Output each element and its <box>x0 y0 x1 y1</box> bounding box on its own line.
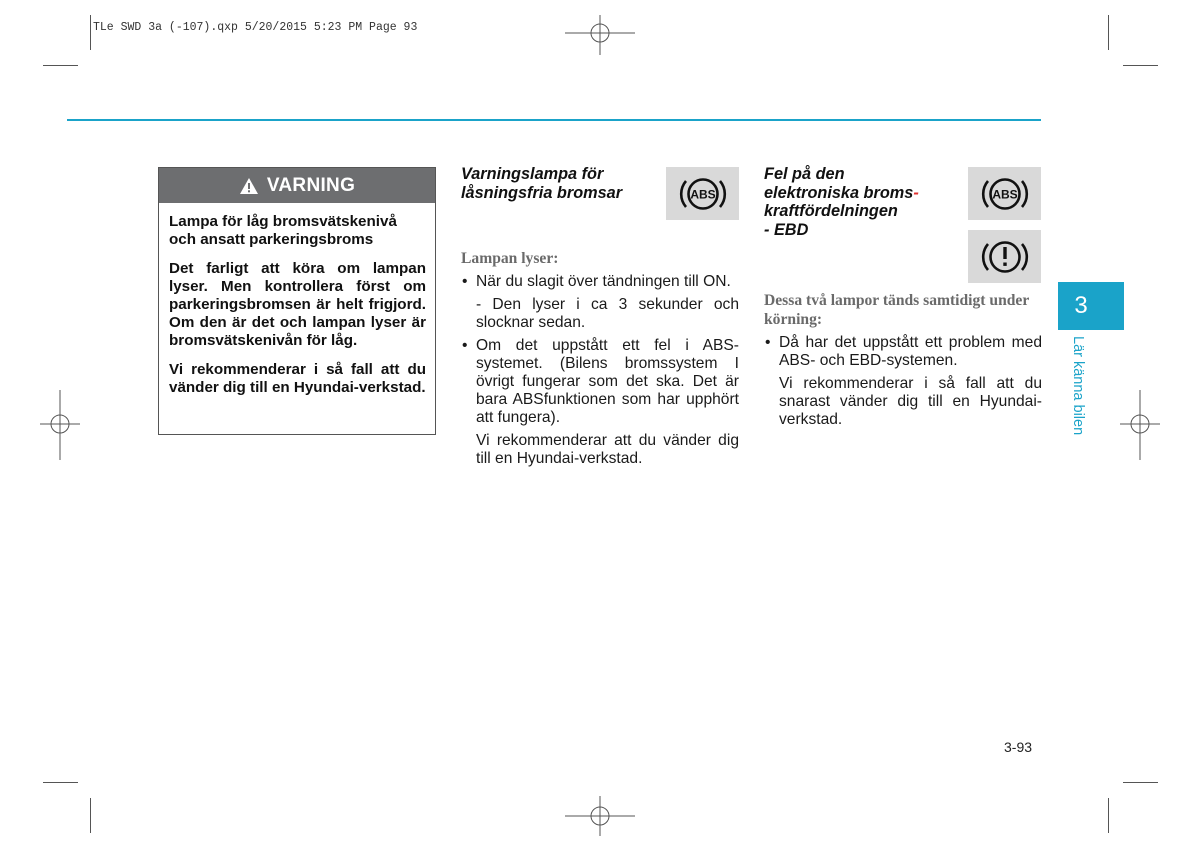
ebd-body <box>764 291 1042 429</box>
brake-warning-icon <box>978 236 1032 278</box>
abs-warning-icon <box>676 173 730 215</box>
printer-slug: TLe SWD 3a (-107).qxp 5/20/2015 5:23 PM Page 93 <box>93 21 418 34</box>
ebd-subheading: Dessa två lampor tänds samtidigt under körning: <box>764 292 1029 328</box>
warning-heading: Lampa för låg bromsvätskenivå och ansatt parkeringsbroms <box>169 213 397 248</box>
warning-paragraph-2: Vi rekommenderar i så fall att du vänder dig till en Hyundai-verkstad. <box>169 361 426 396</box>
abs-warning-icon <box>978 173 1032 215</box>
registration-mark-top <box>565 15 635 55</box>
warning-box <box>158 167 436 435</box>
warning-title: VARNING <box>266 174 356 196</box>
warning-header <box>159 168 435 203</box>
abs-title: Varningslampa för låsningsfria bromsar <box>461 165 623 202</box>
warning-paragraph-1: Det farligt att köra om lampan lyser. Men kontrollera först om parkeringsbromsen är helt frigjord. Om den är det och lampan lyser är bromsvätskenivån för låg. <box>169 260 426 349</box>
chapter-number: 3 <box>1074 292 1088 319</box>
ebd-bullet-1-note: Vi rekommenderar i så fall att du snarast vänder dig till en Hyundai-verkstad. <box>779 375 1042 428</box>
svg-text:ABS: ABS <box>991 187 1018 201</box>
chapter-side-label: Lär känna bilen <box>1070 336 1086 436</box>
abs-bullet-2: • Om det uppstått ett fel i ABS-systemet. (Bilens bromssystem I övrigt fungerar som det ska. Det är bara ABSfunktionen som har upphört att fungera). <box>461 337 739 427</box>
svg-text:ABS: ABS <box>689 187 716 201</box>
abs-bullet-1: • När du slagit över tändningen till ON. <box>461 273 739 291</box>
ebd-abs-icon-box <box>968 167 1041 220</box>
ebd-brake-icon-box <box>968 230 1041 283</box>
abs-bullet-1-note: - Den lyser i ca 3 sekunder och slocknar sedan. <box>476 296 739 331</box>
registration-mark-left <box>40 390 80 460</box>
header-rule <box>67 119 1041 121</box>
abs-subheading: Lampan lyser: <box>461 250 559 267</box>
ebd-bullet-1: • Då har det uppstått ett problem med ABS- och EBD-systemen. <box>764 334 1042 370</box>
abs-body <box>461 249 739 468</box>
chapter-tab[interactable] <box>1058 282 1124 330</box>
ebd-title: Fel på den elektroniska broms- kraftfördelningen - EBD <box>764 165 919 239</box>
abs-icon-box <box>666 167 739 220</box>
page-number: 3-93 <box>1004 739 1033 755</box>
registration-mark-right <box>1120 390 1160 460</box>
abs-bullet-2-note: Vi rekommenderar att du vänder dig till en Hyundai-verkstad. <box>476 432 739 467</box>
warning-triangle-icon <box>239 177 259 195</box>
registration-mark-bottom <box>565 796 635 836</box>
